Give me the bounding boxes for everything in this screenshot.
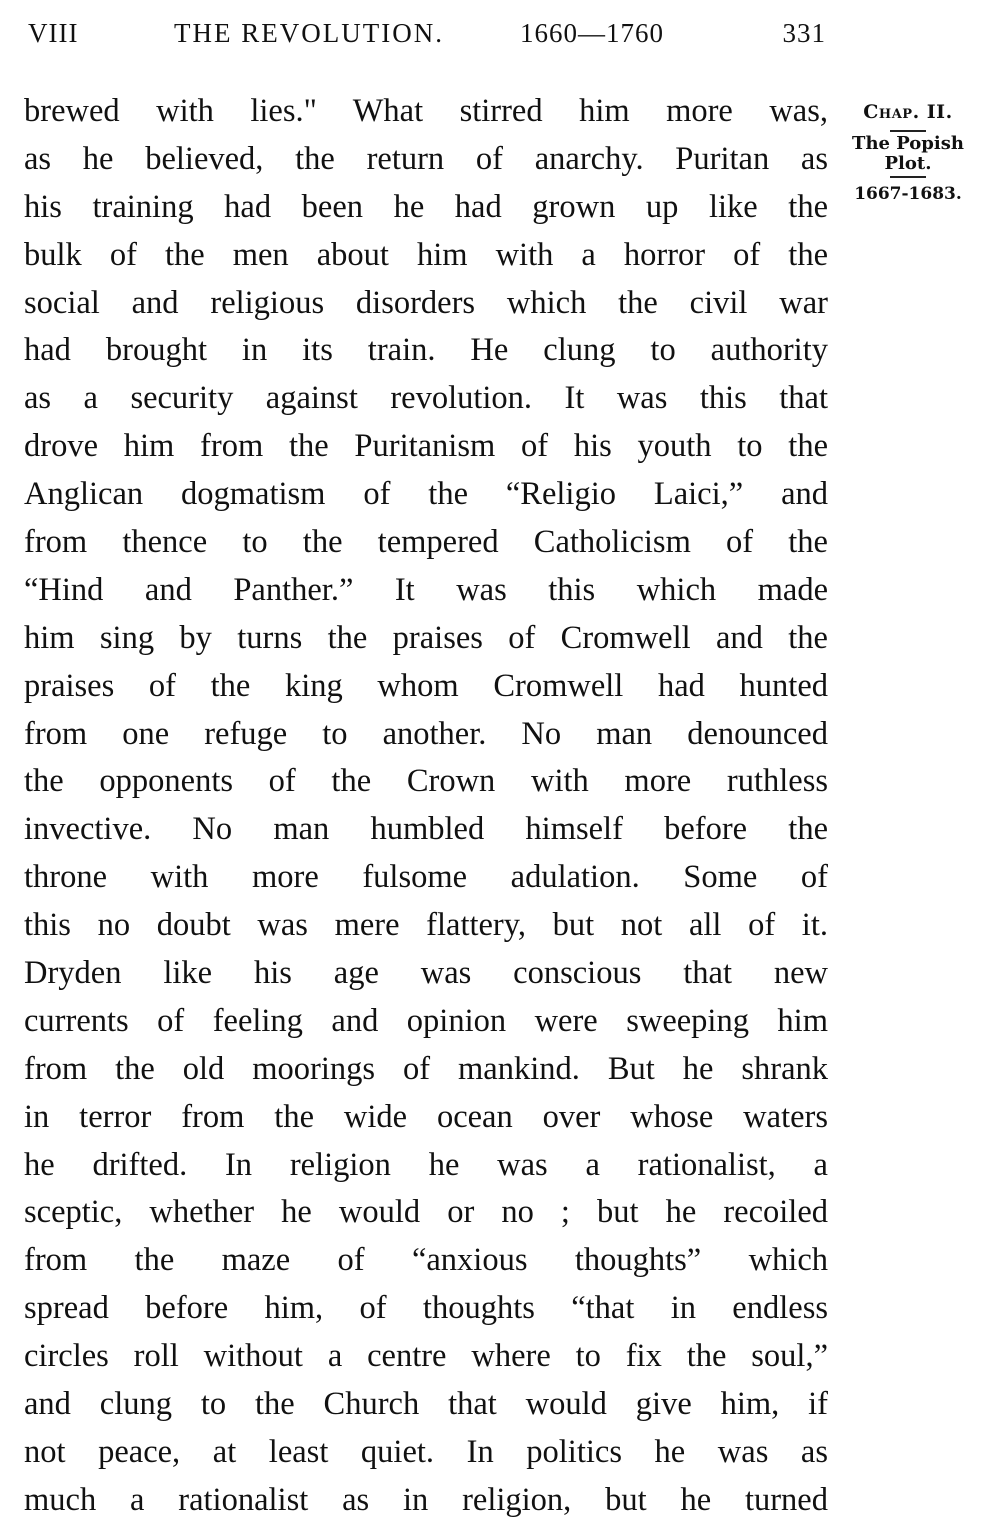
text-line: and clung to the Church that would give him, if [24, 1386, 828, 1423]
running-header [24, 18, 830, 54]
text-line: him sing by turns the praises of Cromwell and the [24, 619, 828, 656]
text-line: the opponents of the Crown with more ruthless [24, 763, 828, 800]
text-line: from one refuge to another. No man denounced [24, 715, 828, 752]
running-title: THE REVOLUTION. [174, 18, 444, 48]
text-line: in terror from the wide ocean over whose waters [24, 1098, 828, 1135]
margin-divider [890, 176, 926, 178]
text-line: Anglican dogmatism of the “Religio Laici,” and [24, 476, 828, 513]
margin-chapter: Chap. II. [863, 101, 953, 123]
text-line: “Hind and Panther.” It was this which made [24, 571, 828, 608]
text-line: not peace, at least quiet. In politics he was as [24, 1433, 828, 1470]
text-line: brewed with lies." What stirred him more was, [24, 93, 828, 129]
text-line: as a security against revolution. It was this that [24, 380, 828, 417]
margin-years: 1667-1683. [854, 184, 962, 204]
text-line: from thence to the tempered Catholicism of the [24, 524, 828, 561]
text-line: his training had been he had grown up like the [24, 188, 828, 225]
text-line: currents of feeling and opinion were sweeping him [24, 1002, 828, 1039]
text-line: bulk of the men about him with a horror of the [24, 236, 828, 273]
text-line: Dryden like his age was conscious that new [24, 955, 828, 992]
text-line: he drifted. In religion he was a rationalist, a [24, 1146, 828, 1183]
text-line: much a rationalist as in religion, but he turned [24, 1481, 828, 1518]
margin-topic-line-2: Plot. [884, 153, 932, 174]
margin-divider [890, 130, 926, 132]
chapter-number: VIII [28, 18, 79, 48]
date-range: 1660—1760 [520, 18, 664, 48]
text-line: circles roll without a centre where to fix the soul,” [24, 1338, 828, 1375]
text-line: had brought in its train. He clung to authority [24, 332, 828, 369]
text-line: as he believed, the return of anarchy. Puritan as [24, 140, 828, 177]
margin-note [836, 96, 980, 208]
text-line: drove him from the Puritanism of his youth to the [24, 428, 828, 465]
text-line: social and religious disorders which the civil war [24, 284, 828, 321]
margin-topic-line-1: The Popish [852, 133, 964, 154]
text-line: invective. No man humbled himself before the [24, 811, 828, 848]
page-number: 331 [782, 18, 826, 48]
text-line: praises of the king whom Cromwell had hunted [24, 667, 828, 704]
text-line: from the maze of “anxious thoughts” which [24, 1242, 828, 1279]
text-line: from the old moorings of mankind. But he shrank [24, 1050, 828, 1087]
text-line: throne with more fulsome adulation. Some of [24, 859, 828, 896]
text-line: spread before him, of thoughts “that in endless [24, 1290, 828, 1327]
text-line: sceptic, whether he would or no ; but he recoiled [24, 1194, 828, 1231]
text-line: this no doubt was mere flattery, but not all of it. [24, 907, 828, 944]
body-text [24, 88, 828, 1525]
